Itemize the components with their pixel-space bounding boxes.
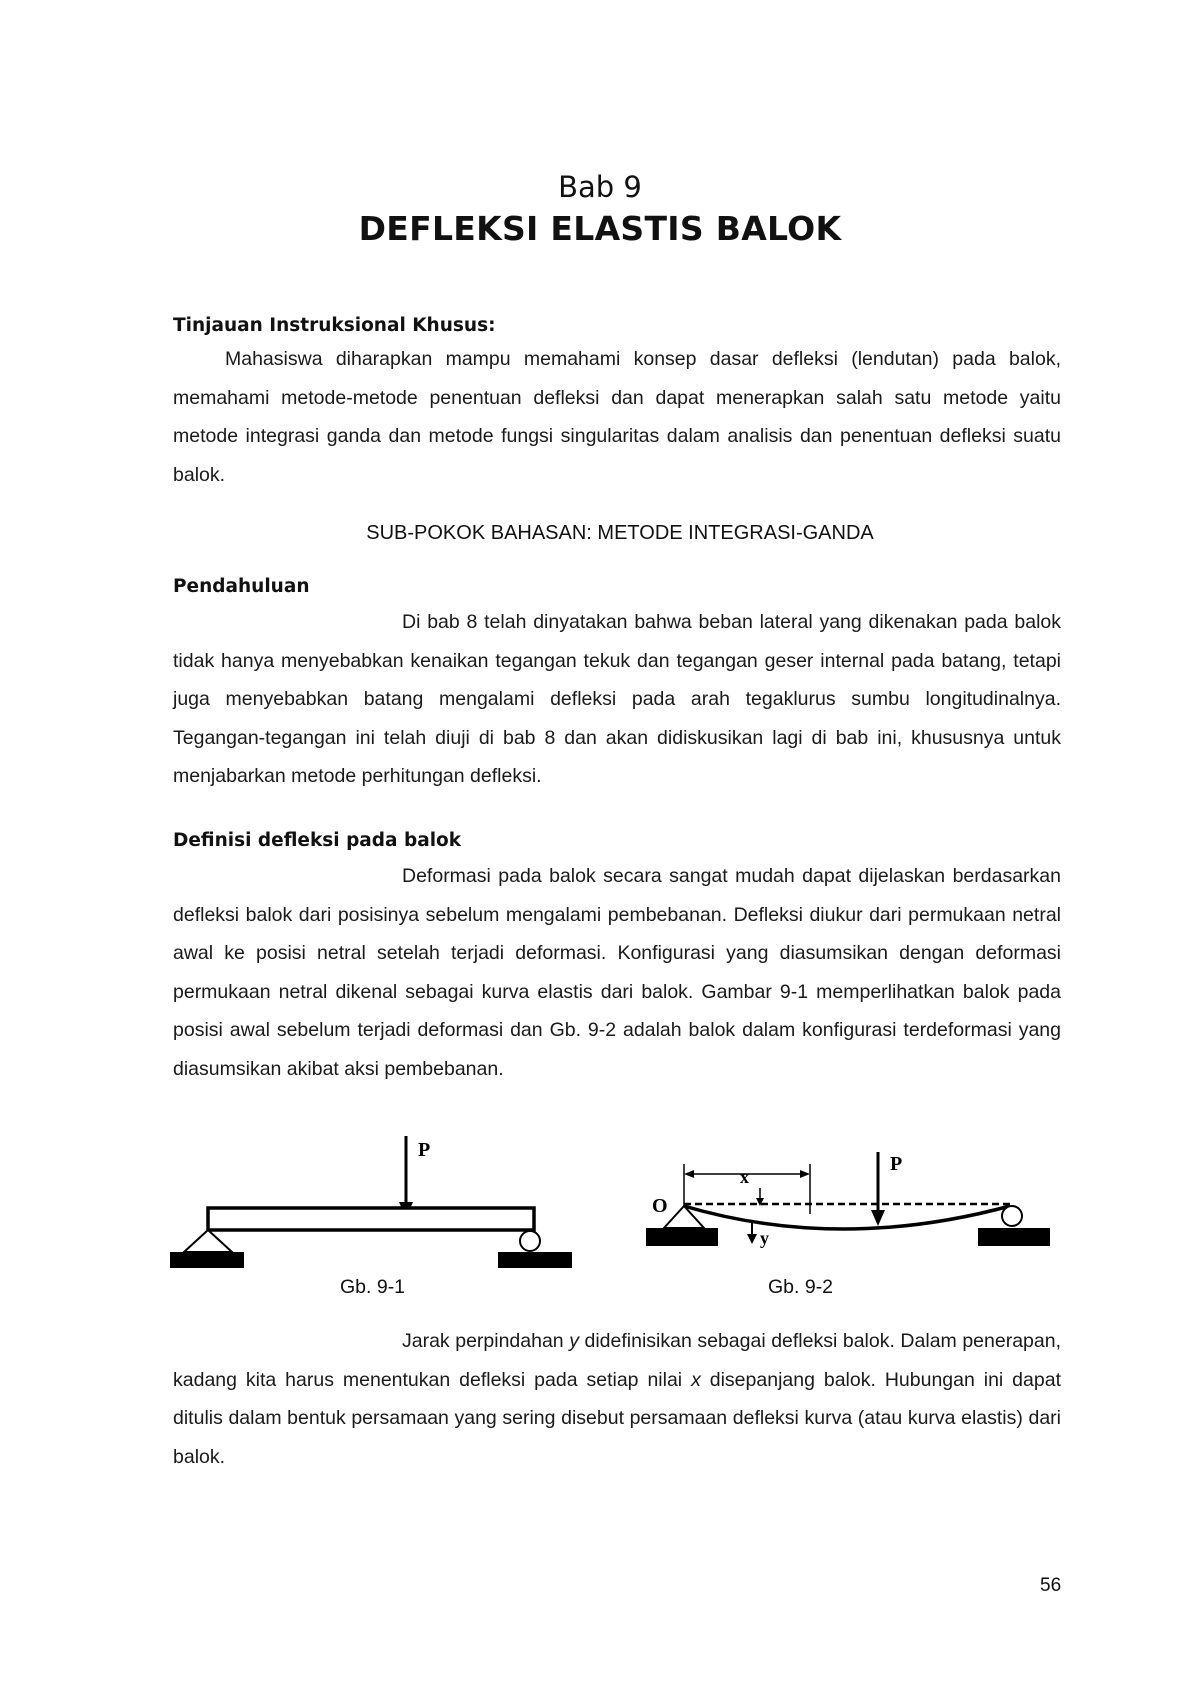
page-number: 56 (1040, 1575, 1062, 1596)
load-label: P (890, 1153, 903, 1175)
right-ground (978, 1228, 1050, 1246)
chapter-number: Bab 9 (558, 170, 642, 204)
load-label: P (418, 1139, 431, 1161)
dimension-arrow-left (684, 1170, 694, 1178)
figure-9-1-caption: Gb. 9-1 (340, 1276, 406, 1298)
subtopic-heading: SUB-POKOK BAHASAN: METODE INTEGRASI-GANDA (366, 522, 874, 544)
origin-label: O (652, 1195, 668, 1217)
load-arrow-head (871, 1210, 885, 1226)
dimension-arrow-right (800, 1170, 810, 1178)
figure-9-1-diagram (160, 1128, 580, 1268)
intro-paragraph: Di bab 8 telah dinyatakan bahwa beban lateral yang dikenakan pada balok tidak hanya menyebabkan kenaikan tegangan tekuk dan tegangan geser internal pada batang, tetapi juga menyebabkan batang mengalami defleksi pada arah tegaklurus sumbu longitudinalnya. Tegangan-tegangan ini telah diuji di bab 8 dan akan didiskusikan lagi di bab ini, khususnya untuk menjabarkan metode perhitungan defleksi. (173, 611, 1061, 787)
closing-text-1: Jarak perpindahan (402, 1330, 570, 1352)
x-label: x (740, 1167, 749, 1187)
closing-text-3: disepanjang balok. Hubungan ini dapat ditulis dalam bentuk persamaan yang sering disebut persamaan defleksi kurva (atau kurva elastis) dari balok. (173, 1368, 1061, 1468)
tik-paragraph: Mahasiswa diharapkan mampu memahami konsep dasar defleksi (lendutan) pada balok, memahami metode-metode penentuan defleksi dan dapat menerapkan salah satu metode yaitu metode integrasi ganda dan metode fungsi singularitas dalam analisis dan penentuan defleksi suatu balok. (173, 348, 1061, 486)
figure-9-2-diagram (640, 1140, 1060, 1270)
chapter-title: DEFLEKSI ELASTIS BALOK (358, 209, 842, 248)
beam (208, 1208, 534, 1230)
closing-text-2: didefinisikan sebagai defleksi balok. Dalam penerapan, kadang kita harus menentukan defleksi pada setiap nilai (173, 1330, 1061, 1391)
y-axis-arrowhead (747, 1234, 757, 1244)
closing-var-y: y (569, 1330, 579, 1352)
elastic-curve (684, 1206, 1010, 1229)
definition-paragraph: Deformasi pada balok secara sangat mudah dapat dijelaskan berdasarkan defleksi balok dari posisinya sebelum mengalami pembebanan. Defleksi diukur dari permukaan netral awal ke posisi netral setelah terjadi deformasi. Konfigurasi yang diasumsikan dengan deformasi permukaan netral dikenal sebagai kurva elastis dari balok. Gambar 9-1 memperlihatkan balok pada posisi awal sebelum terjadi deformasi dan Gb. 9-2 adalah balok dalam konfigurasi terdeformasi yang diasumsikan akibat aksi pembebanan. (173, 865, 1061, 1080)
figure-9-2-caption: Gb. 9-2 (768, 1276, 834, 1298)
right-ground (498, 1252, 572, 1268)
y-label: y (760, 1228, 769, 1248)
left-ground (170, 1252, 244, 1268)
intro-heading: Pendahuluan (173, 576, 310, 597)
tik-heading: Tinjauan Instruksional Khusus: (173, 315, 496, 336)
closing-paragraph (173, 1322, 1061, 1476)
pin-support (184, 1230, 232, 1252)
closing-var-x: x (691, 1368, 701, 1391)
left-ground (646, 1228, 718, 1246)
definition-heading: Definisi defleksi pada balok (173, 830, 462, 851)
roller-support (1002, 1206, 1022, 1226)
roller-support (520, 1231, 540, 1251)
